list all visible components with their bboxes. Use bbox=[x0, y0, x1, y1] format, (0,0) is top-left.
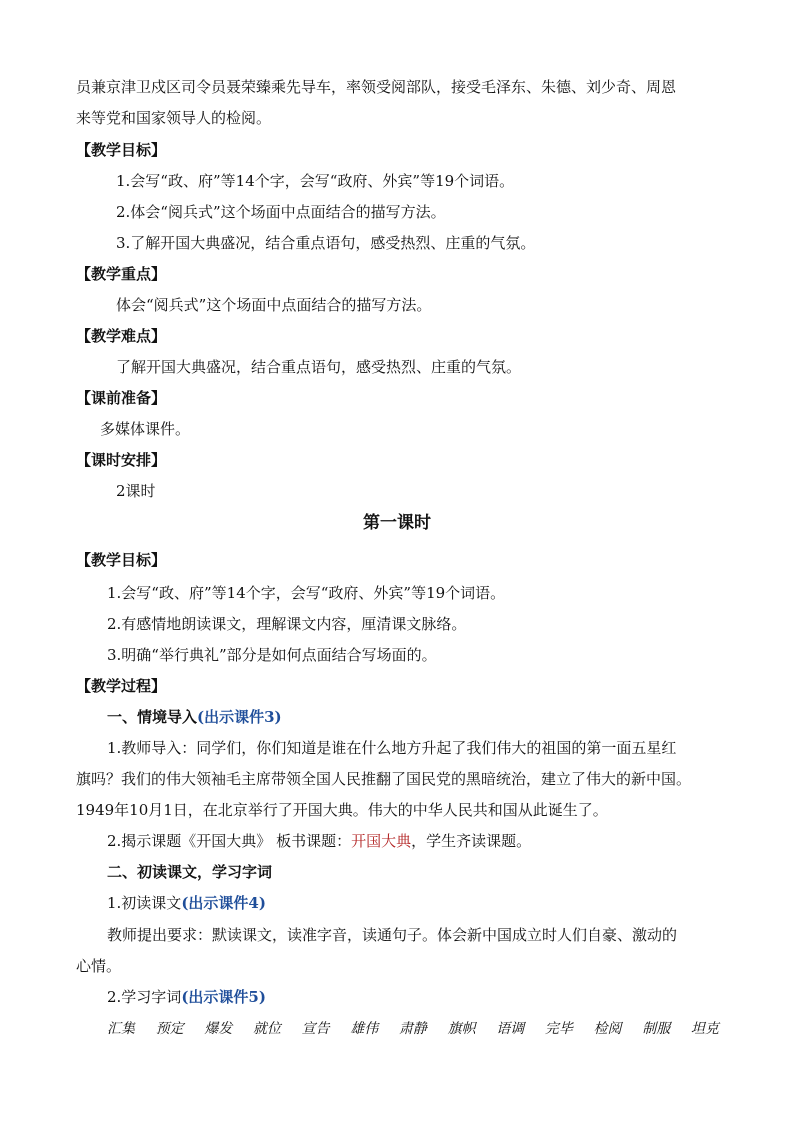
vocab-word: 宣告 bbox=[301, 1021, 330, 1037]
section-2-item-1-line-2: 心情。 bbox=[76, 957, 122, 975]
lesson-goal-2: 2.有感情地朗读课文，理解课文内容，厘清课文脉络。 bbox=[107, 615, 467, 633]
goals-heading: 【教学目标】 bbox=[76, 141, 167, 159]
vocab-word: 坦克 bbox=[690, 1021, 719, 1037]
goal-item-1: 1.会写“政、府”等14个字，会写“政府、外宾”等19个词语。 bbox=[116, 172, 515, 190]
lesson-title: 第一课时 bbox=[363, 513, 431, 533]
vocab-word: 制服 bbox=[642, 1021, 671, 1037]
section-2-item-1-tag: (出示课件4) bbox=[181, 894, 266, 912]
section-1-title: 一、情境导入 bbox=[107, 708, 198, 726]
section-1-heading bbox=[107, 707, 794, 727]
schedule-heading: 【课时安排】 bbox=[76, 451, 167, 469]
focus-text: 体会“阅兵式”这个场面中点面结合的描写方法。 bbox=[116, 296, 432, 314]
section-1-p2-post: ，学生齐读课题。 bbox=[411, 832, 532, 850]
difficulty-heading: 【教学难点】 bbox=[76, 327, 167, 345]
vocab-word: 完毕 bbox=[544, 1021, 573, 1037]
vocab-word: 汇集 bbox=[107, 1021, 135, 1037]
process-heading: 【教学过程】 bbox=[76, 677, 167, 695]
vocab-word: 爆发 bbox=[204, 1021, 233, 1037]
lesson-goal-1: 1.会写“政、府”等14个字，会写“政府、外宾”等19个词语。 bbox=[107, 584, 506, 602]
intro-line-1: 员兼京津卫戍区司令员聂荣臻乘先导车，率领受阅部队，接受毛泽东、朱德、刘少奇、周恩 bbox=[76, 78, 677, 96]
vocab-word: 雄伟 bbox=[350, 1021, 379, 1037]
difficulty-text: 了解开国大典盛况，结合重点语句，感受热烈、庄重的气氛。 bbox=[116, 358, 522, 376]
schedule-text: 2课时 bbox=[116, 482, 156, 500]
section-1-p2 bbox=[107, 831, 794, 851]
board-title: 开国大典 bbox=[351, 832, 412, 850]
vocab-word: 肃静 bbox=[398, 1021, 427, 1037]
section-1-tag: (出示课件3) bbox=[197, 708, 282, 726]
section-2-item-1-line-1: 教师提出要求：默读课文，读准字音，读通句子。体会新中国成立时人们自豪、激动的 bbox=[107, 926, 678, 944]
section-2-item-1-label: 1.初读课文 bbox=[107, 894, 182, 912]
intro-line-2: 来等党和国家领导人的检阅。 bbox=[76, 109, 272, 127]
focus-heading: 【教学重点】 bbox=[76, 265, 167, 283]
lesson-goal-3: 3.明确“举行典礼”部分是如何点面结合写场面的。 bbox=[107, 646, 437, 664]
goal-item-2: 2.体会“阅兵式”这个场面中点面结合的描写方法。 bbox=[116, 203, 446, 221]
section-2-item-2 bbox=[107, 987, 794, 1007]
lesson-goals-heading: 【教学目标】 bbox=[76, 551, 167, 569]
prep-text: 多媒体课件。 bbox=[100, 420, 191, 438]
section-1-p1-line-3: 1949年10月1日，在北京举行了开国大典。伟大的中华人民共和国从此诞生了。 bbox=[76, 801, 608, 819]
prep-heading: 【课前准备】 bbox=[76, 389, 167, 407]
section-2-item-2-label: 2.学习字词 bbox=[107, 988, 182, 1006]
section-1-p1-line-2: 旗吗？我们的伟大领袖毛主席带领全国人民推翻了国民党的黑暗统治，建立了伟大的新中国。 bbox=[76, 770, 692, 788]
section-2-item-2-tag: (出示课件5) bbox=[181, 988, 266, 1006]
vocab-word: 检阅 bbox=[593, 1021, 622, 1037]
vocab-list bbox=[107, 1018, 719, 1038]
vocab-word: 预定 bbox=[155, 1021, 184, 1037]
section-2-item-1 bbox=[107, 893, 794, 913]
vocab-word: 旗帜 bbox=[447, 1021, 476, 1037]
section-1-p2-pre: 2.揭示课题《开国大典》 板书课题： bbox=[107, 832, 352, 850]
goal-item-3: 3.了解开国大典盛况，结合重点语句，感受热烈、庄重的气氛。 bbox=[116, 234, 536, 252]
section-1-p1-line-1: 1.教师导入：同学们，你们知道是谁在什么地方升起了我们伟大的祖国的第一面五星红 bbox=[107, 739, 677, 757]
section-2-title: 二、初读课文，学习字词 bbox=[107, 863, 273, 881]
vocab-word: 语调 bbox=[496, 1021, 525, 1037]
vocab-word: 就位 bbox=[252, 1021, 281, 1037]
